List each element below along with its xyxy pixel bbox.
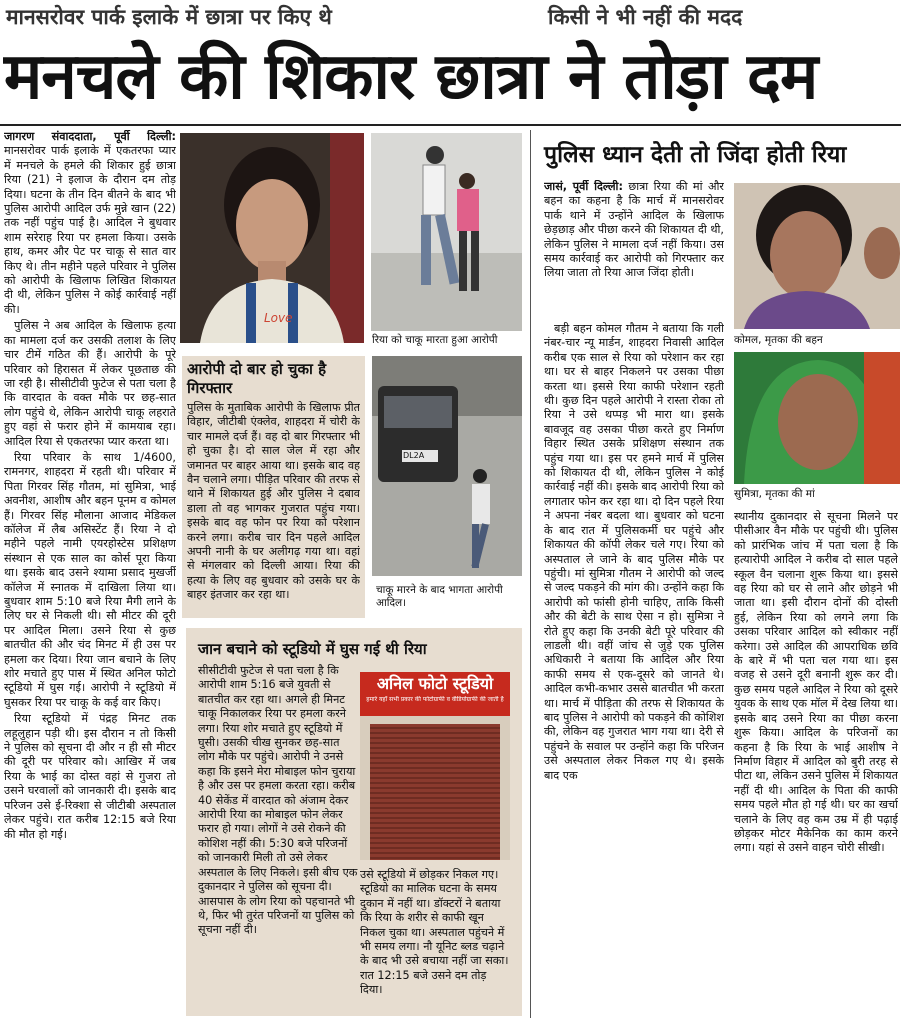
cctv-flee-graphic [372,356,522,576]
sister-portrait-graphic [734,183,900,329]
studio-sign [360,672,510,716]
studio-box [186,628,522,1016]
side-story-top [544,180,724,318]
studio-sign-text: अनिल फोटो स्टूडियो [376,674,494,693]
kicker-left: मानसरोवर पार्क इलाके में छात्रा पर किए थे [6,5,332,29]
side-story-right-text: स्थानीय दुकानदार से सूचना मिलने पर पीसीआर वैन मौके पर पहुंची थी। पुलिस को प्रारंभिक जांच में पता चला है कि हत्यारोपी आदिल ने करीब दो साल पहले स्कूल वैन चलाना शुरू किया था। इससे वह रिया को घर से लाने और छोड़ने भी जाता था। इसी दौरान दोनों की दोस्ती हुई, लेकिन रिया को लगने लगा कि उसका परिवार आदिल को स्वीकार नहीं करेगा। उसे आदिल की आपराधिक छवि के बारे में भी पता चल गया था। इस वजह से उसने दूरी बनानी शुरू कर दी। कुछ समय पहले आदिल ने रिया को दूसरे युवक के साथ एक मॉल में देख लिया था। इसके बाद उसने रिया का पीछा करना शुरू किया। आदिल के परिजनों का कहना है कि रिया के भाई आशीष ने निर्माण विहार में आदिल को बुरी तरह से पीटा था, लेकिन उसने पुलिस में शिकायत नहीं दी थी। आदिल के पिता की काफी समय पहले मौत हो गई थी। घर का खर्चा चलाने के लिए वह कम उम्र में ही पढ़ाई छोड़कर मोटर मैकेनिक का काम करने लगा। यहां से उसने वाहन चोरी सीखी। [734,510,898,855]
caption-mother: सुमित्रा, मृतका की मां [734,488,815,500]
plate-text: DL2A [403,451,425,460]
cctv-flee-photo [372,356,522,576]
headline: मनचले की शिकार छात्रा ने तोड़ा दम [4,40,818,114]
main-paragraph: रिया परिवार के साथ 1/4600, रामनगर, शाहदरा में रहती थी। परिवार में पिता गिरवर सिंह गौतम, मां सुमित्रा, भाई अवनीश, आशीष और बहन पूनम व कोमल हैं। गिरवर सिंह मौलाना आजाद मेडिकल कॉलेज में लैब असिस्टेंट हैं। रिया ने दो महीने पहले नामी एयरहोस्टेस प्रशिक्षण संस्थान से एक साल का कोर्स पूरा किया था। इसके बाद उसने श्यामा प्रसाद मुखर्जी कॉलेज में स्नातक में दाखिला लिया था। बुधवार शाम 5:10 बजे रिया मैगी लाने के लिए घर से निकली थी। सौ मीटर की दूरी पर आदिल मिला। उसने रिया से कुछ बातचीत की और चंद मिनट में ही उस पर हमला कर दिया। रिया जान बचाने के लिए शोर मचाते हुए पास में स्थित अनिल फोटो स्टूडियो में घुस गई। आरोपी ने स्टूडियो में घुसकर रिया पर चाकू के कई वार किए। [4,450,176,709]
victim-photo [180,133,364,343]
studio-box-title: जान बचाने को स्टूडियो में घुस गई थी रिया [198,640,427,658]
studio-box-text-right: उसे स्टूडियो में छोड़कर निकल गए। स्टूडियो का मालिक घटना के समय दुकान में नहीं था। डॉक्टरों ने बताया कि रिया के शरीर से काफी खून निकल चुका था। अस्पताल पहुंचने में भी समय लगा। नौ यूनिट ब्लड चढ़ाने के बाद भी उसे बचाया नहीं जा सका। रात 12:15 बजे उसने दम तोड़ दिया। [360,868,509,997]
mother-portrait-graphic [734,352,900,484]
kicker-right: किसी ने भी नहीं की मदद [548,5,743,29]
arrest-box [182,356,365,618]
shirt-text: Love [264,311,293,325]
caption-flee: चाकू मारने के बाद भागता आरोपी आदिल। [376,584,503,609]
main-byline: जागरण संवाददाता, पूर्वी दिल्ली: [4,130,176,143]
main-paragraph: पुलिस ने अब आदिल के खिलाफ हत्या का मामला दर्ज कर उसकी तलाश के लिए चार टीमें गठित की हैं। आरोपी के पूरे परिवार को हिरासत में लेकर पूछताछ की जा रही है। सीसीटीवी फुटेज से पता चला है कि वारदात के वक्त मौके पर छह-सात लोग पहुंचे थे, लेकिन आरोपी चाकू लहराते हुए वहां से फरार होने में कामयाब रहा। आदिल रिया से एकतरफा प्यार करता था। [4,319,176,448]
header-rule [0,124,901,126]
mother-photo [734,352,900,484]
studio-box-text-left: सीसीटीवी फुटेज से पता चला है कि आरोपी शाम 5:16 बजे युवती से बातचीत कर रहा था। अगले ही मिनट चाकू निकालकर रिया पर हमला करने लगा। रिया शोर मचाते हुए स्टूडियो में घुसी। उसकी चीख सुनकर छह-सात लोग मौके पर पहुंचे। आरोपी ने उनसे कहा कि इसने मेरा मोबाइल फोन चुराया है और उस पर हमला करता रहा। करीब 40 सेकेंड में वारदात को अंजाम देकर आरोपी रिया का मोबाइल फोन लेकर फरार हो गया। लोगों ने उसे रोकने की कोशिश नहीं की। 5:30 बजे परिजनों को जानकारी मिली तो उसे लेकर अस्पताल के लिए निकले। इसी बीच एक दुकानदार ने पुलिस को सूचना दी। आसपास के लोग रिया को पहचानते भी थे, फिर भी तुरंत परिजनों या पुलिस को सूचना नहीं दी। [198,664,358,937]
side-story-title: पुलिस ध्यान देती तो जिंदा होती रिया [544,142,847,168]
cctv-attack-graphic [371,133,522,331]
sister-photo [734,183,900,329]
arrest-box-text: पुलिस के मुताबिक आरोपी के खिलाफ प्रीत विहार, जीटीबी एंक्लेव, शाहदरा में चोरी के चार मामले दर्ज हैं। वह दो बार गिरफ्तार भी हो चुका है। दो साल जेल में रहा और जमानत पर बाहर आया था। इसके बाद वह वैन चलाने लगा। पीड़ित परिवार की तरफ से थाने में शिकायत हुई और पुलिस ने दबाव डाला तो वह भागकर गुजरात पहुंच गया। इसके बाद वह फोन पर रिया को परेशान करने लगा। करीब चार दिन पहले आदिल अपनी नानी के घर अलीगढ़ गया था। वहां से मंगलवार को दिल्ली आया। रिया की हत्या के लिए वह बुधवार को उसके घर के बाहर इंतजार कर रहा था। [187,401,360,602]
column-divider [530,130,531,1018]
main-paragraph: मानसरोवर पार्क इलाके में एकतरफा प्यार में मनचले के हमले की शिकार हुई छात्रा रिया (21) ने इलाज के दौरान दम तोड़ दिया। घटना के तीन दिन बीतने के बाद भी पुलिस आरोपी आदिल उर्फ मुन्ने खान (22) तक नहीं पहुंच पाई है। आदिल ने बुधवार शाम सरेराह रिया पर हमला किया। उसके हाथ, कमर और पेट पर चाकू से सात वार किए थे। तीन महीने पहले परिवार ने पुलिस को आरोपी के खिलाफ लिखित शिकायत दी थी, लेकिन पुलिस ने कोई कार्रवाई नहीं की। [4,144,176,316]
studio-shutter [370,724,500,860]
studio-photo [360,672,510,860]
main-story-column [4,130,176,1018]
arrest-box-title: आरोपी दो बार हो चुका है गिरफ्तार [187,360,327,397]
caption-sister: कोमल, मृतका की बहन [734,334,823,346]
side-story-top-text: छात्रा रिया की मां और बहन का कहना है कि मार्च में मानसरोवर पार्क थाने में उन्होंने आदिल के खिलाफ छेड़छाड़ और पीछा करने की शिकायत दी थी, लेकिन पुलिस ने मामला दर्ज नहीं किया। उस समय कार्रवाई कर आरोपी को गिरफ्तार कर लिया जाता तो रिया आज जिंदा होती। [544,180,724,280]
side-story-middle [544,322,724,1018]
side-story-middle-text: बड़ी बहन कोमल गौतम ने बताया कि गली नंबर-चार न्यू मार्डन, शाहदरा निवासी आदिल करीब एक साल से रिया को परेशान कर रहा था। घर से बाहर निकलने पर उसका पीछा करता था। इससे रिया काफी परेशान रहती थी। कुछ दिन पहले आरोपी ने रास्ता रोका तो रिया ने उसे थप्पड़ भी मारा था। इसके बावजूद वह उसका पीछा करते हुए निर्माण विहार स्थित उसके प्रशिक्षण संस्थान तक पहुंच गया था। इस पर हमने मार्च में पुलिस को शिकायत दी थी, लेकिन पुलिस ने कोई कार्रवाई नहीं की। इसके बाद आरोपी रिया को लगातार फोन कर रहा था। दो दिन पहले रिया ने अपना नंबर बदला था। बुधवार को घटना के बाद रात में पुलिसकर्मी घर पहुंचे और शिकायत की कॉपी लेकर चले गए। रिया को अस्पताल ले जाने के बाद पुलिस मौके पर पहुंची। मां सुमित्रा गौतम ने आरोपी को जल्द से जल्द पकड़ने की मांग की। उन्होंने कहा कि आरोपी को फांसी होनी चाहिए, ताकि किसी और की बेटी के साथ ऐसा न हो। सुमित्रा ने रोते हुए कहा कि उनकी बेटी पूरे परिवार की लाडली थी। वहीं जांच से जुड़े एक पुलिस अधिकारी ने बताया कि आदिल और रिया काफी समय से एक-दूसरे को जानते थे। आदिल कभी-कभार उससे बातचीत भी करता था। मार्च में पीड़िता की तरफ से शिकायत के बाद पुलिस ने आरोपी को पकड़ने की कोशिश की, लेकिन वह गुजरात भाग गया था। देरी से पहुंचने के सवाल पर उन्होंने कहा कि परिजन उसे अस्पताल लेकर निकल गए थे। इसके बाद एक [544,322,724,782]
side-byline: जासं, पूर्वी दिल्ली: [544,180,623,193]
caption-attack: रिया को चाकू मारता हुआ आरोपी [372,334,498,346]
studio-sign-subtext: हमारे यहाँ सभी प्रकार की फोटोग्राफी व वीडियोग्राफी की जाती है [366,696,504,703]
main-paragraph: रिया स्टूडियो में पंद्रह मिनट तक लहूलुहान पड़ी थी। इस दौरान न तो किसी ने पुलिस को सूचना दी और न ही सौ मीटर की दूरी पर परिवार को। आखिर में जब रिया के भाई का दोस्त वहां से गुजरा तो उसने घरवालों को जानकारी दी। इसके बाद परिजन उसे ई-रिक्शा से जीटीबी अस्पताल लेकर पहुंचे। रात करीब 12:15 बजे रिया की मौत हो गई। [4,712,176,841]
side-story-right [734,510,898,1018]
cctv-attack-photo [371,133,522,331]
